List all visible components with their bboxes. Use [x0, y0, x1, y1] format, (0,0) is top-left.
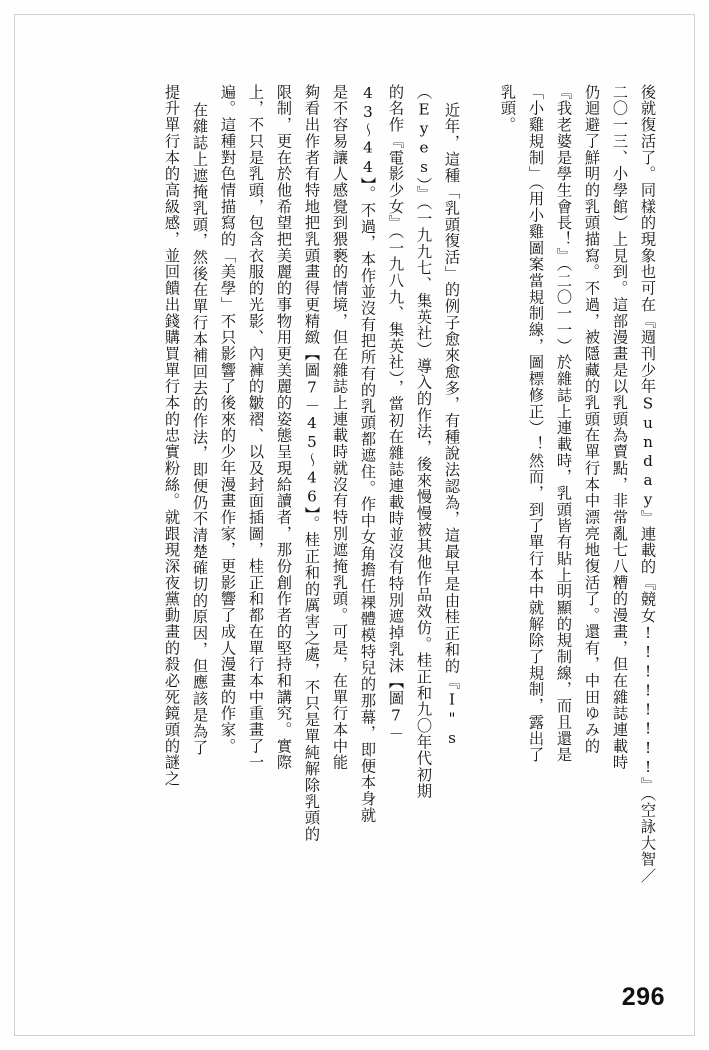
- text-line: 「小雞規制」（用小雞圖案當規制線，圖標修正）！然而，到了單行本中就解除了規制，露出了: [527, 84, 545, 764]
- text-line: 遍。這種對色情描寫的「美學」不只影響了後來的少年漫畫作家，更影響了成人漫畫的作家。: [219, 84, 237, 755]
- text-line: 近年，這種「乳頭復活」的例子愈來愈多，有種說法認為，這最早是由桂正和的『I"s: [443, 102, 461, 749]
- text-line: 夠看出作者有特地把乳頭畫得更精緻【圖7－45～46】。桂正和的厲害之處，不只是單純解除乳頭的: [303, 84, 321, 843]
- text-line: 仍迴避了鮮明的乳頭描寫。不過，被隱藏的乳頭在單行本中漂亮地復活了。還有，中田ゆみ的: [583, 84, 601, 755]
- text-line: 乳頭。: [499, 84, 517, 134]
- text-line: 是不容易讓人感覺到猥褻的情境，但在雜誌上連載時就沒有特別遮掩乳頭。可是，在單行本中能: [331, 84, 349, 771]
- text-line: [466, 84, 494, 944]
- text-line: 在雜誌上遮掩乳頭，然後在單行本補回去的作法，即便仍不清楚確切的原因，但應該是為了: [191, 102, 209, 756]
- text-line: 二〇一三、小學館）上見到。這部漫畫是以乳頭為賣點，非常亂七八糟的漫畫，但在雜誌連載時: [611, 84, 629, 771]
- text-line: 『我老婆是學生會長！』（二〇一一）於雜誌上連載時，乳頭皆有貼上明顯的規制線，而且還是: [555, 84, 573, 764]
- text-line: 的名作『電影少女』（一九八九、集英社），當初在雜誌連載時並沒有特別遮掉乳沫【圖7－: [387, 84, 405, 742]
- text-line: 上，不只是乳頭，包含衣服的光影、內褲的皺褶、以及封面插圖，桂正和都在單行本中重畫了一: [247, 84, 265, 771]
- text-line: 43～44】。不過，本作並沒有把所有的乳頭都遮住。作中女角擔任裸體模特兒的那幕，即便本身就: [359, 84, 377, 824]
- vertical-text-body: [52, 84, 662, 944]
- text-line: 提升單行本的高級感，並回饋出錢購買單行本的忠實粉絲。就跟現深夜黨動畫的殺必死鏡頭的謎之: [163, 84, 181, 788]
- text-line: 限制，更在於他希望把美麗的事物用更美麗的姿態呈現給讀者，那份創作者的堅持和講究。實際: [275, 84, 293, 771]
- page-number: 296: [621, 983, 665, 1011]
- text-line: 後就復活了。同樣的現象也可在『週刊少年Sunday』連載的『競女!!!!!!!!』（空詠大智／: [639, 84, 657, 885]
- text-line: （Eyes）』（一九九七、集英社）導入的作法，後來慢慢被其他作品效仿。桂正和九〇年代初期: [415, 84, 433, 800]
